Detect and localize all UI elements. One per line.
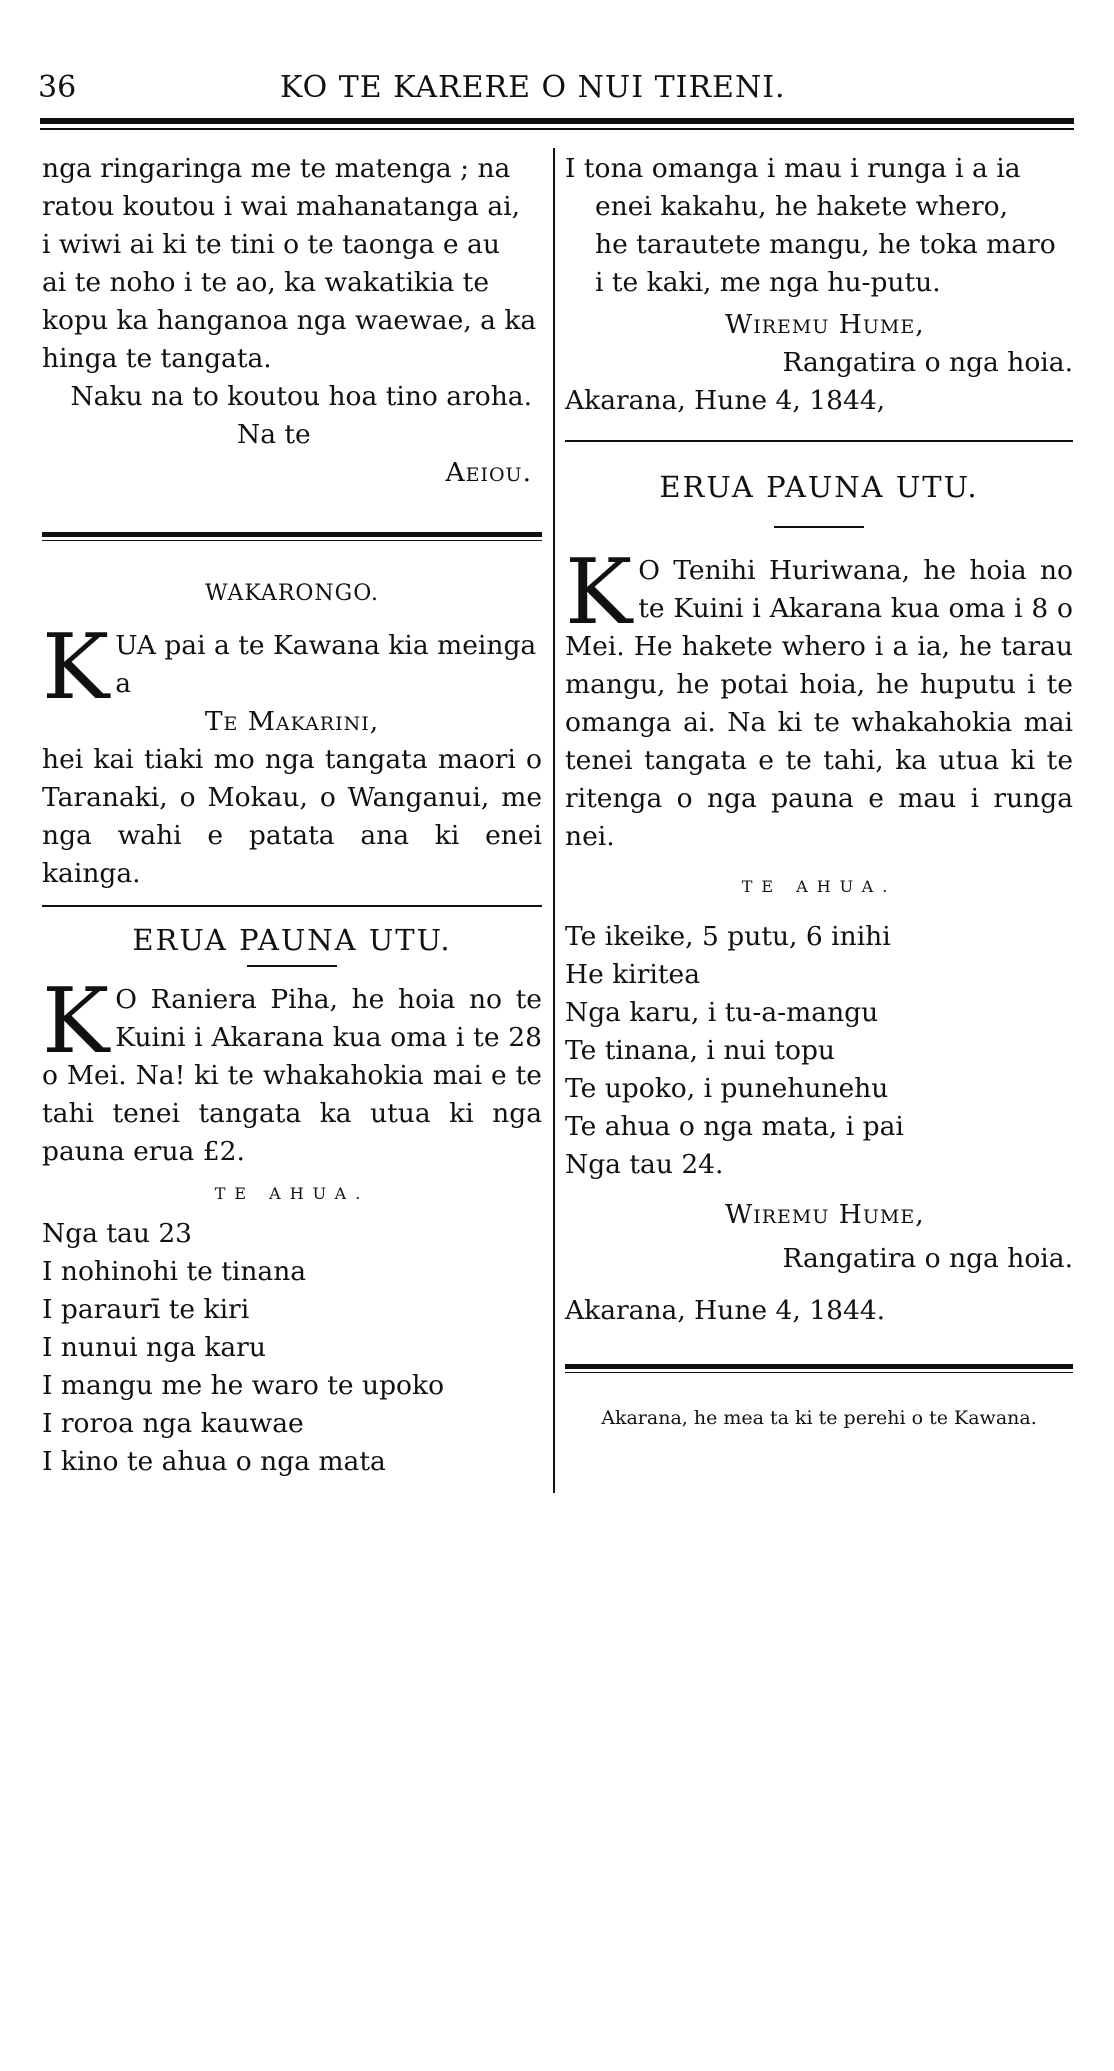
column-divider [553, 148, 555, 1493]
ahua-heading-right: TE AHUA. [741, 877, 897, 896]
text-line: i te kaki, me nga hu-putu. [595, 267, 941, 298]
reward-heading-left: ERUA PAUNA UTU. [132, 922, 452, 957]
left-column [42, 150, 542, 1481]
list-item: Te tinana, i nui topu [565, 1035, 835, 1066]
text-line: he tarautete mangu, he toka maro [595, 229, 1056, 260]
signature-title: Rangatira o nga hoia. [782, 347, 1073, 378]
drop-cap: K [42, 615, 110, 720]
text-line: I tona omanga i mau i runga i a ia [565, 153, 1021, 184]
section-rule [565, 440, 1073, 442]
list-item: I nohinohi te tinana [42, 1255, 307, 1287]
short-rule [247, 965, 337, 967]
list-item: I paraurī te kiri [42, 1293, 250, 1325]
notice-first-line: UA pai a te Kawana kia meinga [115, 630, 537, 661]
letter-signature: Aeiou. [445, 457, 532, 488]
page-number: 36 [38, 70, 77, 105]
right-column [565, 150, 1073, 1437]
text-line: enei kakahu, he hakete whero, [595, 191, 1009, 222]
text-line: ai te noho i te ao, ka wakatikia te [42, 267, 490, 298]
reward-paragraph-right [565, 540, 1073, 856]
drop-cap: K [565, 540, 633, 645]
header-rule-thin [40, 128, 1074, 130]
reward-heading-right: ERUA PAUNA UTU. [659, 470, 979, 504]
list-item: I roroa nga kauwae [42, 1407, 304, 1439]
notice-paragraph [42, 615, 542, 893]
list-item: I mangu me he waro te upoko [42, 1369, 445, 1401]
signature-name: Wiremu Hume, [725, 309, 925, 340]
printer-imprint: Akarana, he mea ta ki te perehi o te Kawana. [601, 1407, 1037, 1429]
text-line: hinga te tangata. [42, 343, 272, 374]
reward-body-left: O Raniera Piha, he hoia no te Kuini i Akarana kua oma i te 28 o Mei. Na! ki te whakahokia mai e te tahi tenei tangata ka utua ki nga pauna erua £2. [42, 983, 542, 1167]
ahua-heading-left: TE AHUA. [214, 1183, 370, 1203]
letter-text [42, 150, 542, 378]
signature2-name: Wiremu Hume, [725, 1199, 925, 1230]
page-title: KO TE KARERE O NUI TIRENI. [280, 70, 786, 105]
list-item: Nga tau 23 [42, 1217, 193, 1249]
ahua-list-left [42, 1215, 542, 1481]
ahua-list-right [565, 918, 1073, 1184]
list-item: He kiritea [565, 959, 701, 990]
right-top-text [565, 150, 1073, 302]
letter-closing: Naku na to koutou hoa tino aroha. [70, 381, 532, 412]
list-item: I nunui nga karu [42, 1331, 266, 1363]
text-line: i wiwi ai ki te tini o te taonga e au [42, 229, 500, 260]
section-rule [42, 532, 542, 541]
notice-a: a [115, 668, 132, 699]
drop-cap: K [42, 968, 110, 1074]
text-line: nga ringaringa me te matenga ; na [42, 153, 511, 184]
list-item: Nga tau 24. [565, 1149, 724, 1180]
notice-name: Te Makarini, [204, 706, 380, 737]
footer-rule [565, 1364, 1073, 1373]
section-rule [42, 905, 542, 907]
text-line: ratou koutou i wai mahanatanga ai, [42, 191, 521, 222]
signature-date: Akarana, Hune 4, 1844, [565, 385, 886, 416]
header-rule [40, 118, 1074, 124]
signature2-date: Akarana, Hune 4, 1844. [565, 1295, 886, 1326]
reward-body-right: O Tenihi Huriwana, he hoia no te Kuini i Akarana kua oma i 8 o Mei. He hakete whero i a ia, he tarau mangu, he potai hoia, he huputu i te omanga ai. Na ki te whakahokia mai tenei tangata e te tahi, ka utua ki te ritenga o nga pauna e mau i runga nei. [565, 555, 1073, 852]
notice-body: hei kai tiaki mo nga tangata maori o Taranaki, o Mokau, o Wanganui, me nga wahi e patata ana ki enei kainga. [42, 744, 542, 889]
list-item: Te ikeike, 5 putu, 6 inihi [565, 921, 891, 952]
signature2-title: Rangatira o nga hoia. [782, 1243, 1073, 1274]
list-item: I kino te ahua o nga mata [42, 1445, 386, 1477]
reward-paragraph-left [42, 968, 542, 1171]
list-item: Te ahua o nga mata, i pai [565, 1111, 904, 1142]
list-item: Te upoko, i punehunehu [565, 1073, 889, 1104]
letter-na-te: Na te [237, 419, 311, 450]
page-header [0, 62, 1114, 112]
list-item: Nga karu, i tu-a-mangu [565, 997, 879, 1028]
text-line: kopu ka hanganoa nga waewae, a ka [42, 305, 537, 336]
notice-heading: WAKARONGO. [204, 581, 379, 606]
short-rule [774, 526, 864, 528]
